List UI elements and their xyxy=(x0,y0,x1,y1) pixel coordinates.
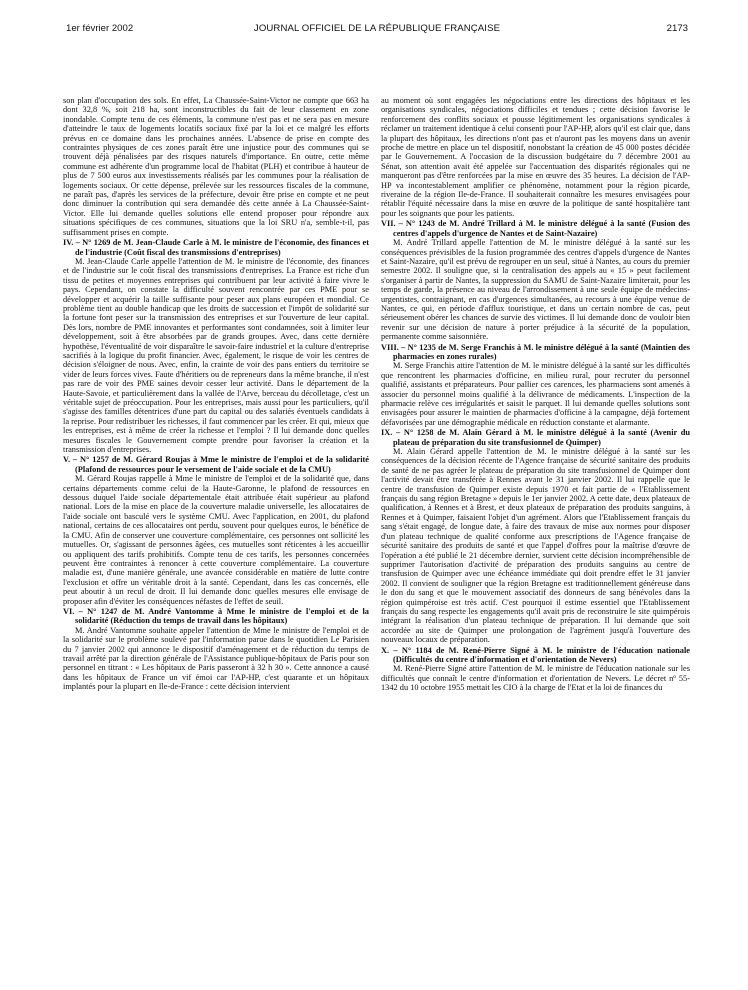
question-heading-ix xyxy=(381,428,690,447)
paragraph-continued: au moment où sont engagées les négociations entre les directions des hôpitaux et les organisations syndicales, négociations difficiles et tendues ; cette décision favorise le renforcement des conflits sociaux et pousse légitimement les organisations syndicales à réclamer un traitement identique à celui consenti pour l'AP-HP, alors qu'il est clair que, dans la plupart des hôpitaux, les directions n'ont pas et n'auront pas les moyens dans un avenir proche de mettre en place un tel dispositif, nonobstant la création de 45 000 postes décidée par le Gouvernement. A l'occasion de la discussion budgétaire du 7 décembre 2001 au Sénat, son attention avait été appelée sur l'accentuation des disparités régionales qui ne manqueront pas d'être renforcées par la mise en œuvre des 35 heures. La décision de l'AP-HP va incontestablement amplifier ce phénomène, notamment pour la région picarde, riveraine de la région Ile-de-France. Il souhaiterait connaître les mesures envisagées pour rétablir l'équité nécessaire dans la mise en œuvre de la politique de santé hospitalière tant pour les soignants que pour les patients. xyxy=(381,96,690,218)
question-title: de M. René-Pierre Signé à M. le ministre de l'éducation nationale (Difficultés du centre d'information et d'orientation de Nevers) xyxy=(393,645,690,664)
question-heading-v xyxy=(63,455,369,474)
question-body-vii: M. André Trillard appelle l'attention de M. le ministre délégué à la santé sur les conséquences prévisibles de la fusion programmée des centres d'appels d'urgence de Nantes et Saint-Nazaire, qu'il est prévu de regrouper en un seul, situé à Nantes, au cours du premier semestre 2002. Il souligne que, si la centralisation des appels au « 15 » peut facilement s'organiser à partir de Nantes, la suppression du SAMU de Saint-Nazaire limiterait, pour les temps de garde, la présence au niveau de l'arrondissement à une seule équipe de médecins-urgentistes, contraignant, en cas d'urgences simultanées, au recours à une équipe venue de Nantes, ce qui, en période d'afflux touristique, et dans un certain nombre de cas, peut sérieusement obérer les chances de survie des victimes. Il lui demande donc de vouloir bien revenir sur une décision de nature à porter préjudice à la sécurité de la population, permanente comme saisonnière. xyxy=(381,238,690,342)
question-body-viii: M. Serge Franchis attire l'attention de M. le ministre délégué à la santé sur les difficultés que rencontrent les pharmacies d'officine, en milieu rural, pour recruter du personnel qualifié, assistants et préparateurs. Pour pallier ces carences, les pharmaciens sont amenés à associer du personnel moins qualifié à la délivrance de médicaments. L'inspection de la pharmacie relève ces irrégularités et saisit le parquet. Il lui demande quelles solutions sont envisagées pour assurer le maintien de pharmacies d'officine à la campagne, déjà fortement défavorisées par une démographie médicale en réduction constante et alarmante. xyxy=(381,361,690,427)
left-column xyxy=(63,96,369,980)
question-title: de M. Gérard Roujas à Mme le ministre de l'emploi et de la solidarité (Plafond de ressources pour le versement de l'aide sociale et de la CMU) xyxy=(75,455,369,474)
question-number: IX. – N° 1258 xyxy=(381,428,434,438)
question-title: de M. André Trillard à M. le ministre délégué à la santé (Fusion des centres d'appels d'urgence de Nantes et de Saint-Nazaire) xyxy=(393,219,690,238)
question-number: X. – N° 1184 xyxy=(381,645,432,655)
journal-title: JOURNAL OFFICIEL DE LA RÉPUBLIQUE FRANÇAISE xyxy=(253,23,501,34)
question-body-iv: M. Jean-Claude Carle appelle l'attention de M. le ministre de l'économie, des finances et de l'industrie sur le coût fiscal des transmissions d'entreprises. La France est riche d'un tissu de petites et moyennes entreprises qui contribuent par leur activité à faire vivre le pays. Cependant, on constate la difficulté souvent rencontrée par ces PME pour se développer et acquérir la taille suffisante pour peser aux plans européen et mondial. Ce problème tient au double handicap que les droits de succession et l'impôt de solidarité sur la fortune font peser sur la transmission des entreprises et sur l'ouverture de leur capital. Dès lors, nombre de PME innovantes et performantes sont condamnées, soit à limiter leur développement, soit à être absorbées par de grands groupes. Avec, dans cette dernière hypothèse, l'éventualité de voir disparaître le savoir-faire industriel et la culture d'entreprise sacrifiés à la logique du profit financier. Avec, également, le risque de voir les centres de décision s'éloigner de nous. Avec, enfin, la crainte de voir des pans entiers du territoire se vider de leurs forces vives. Faute d'héritiers ou de repreneurs dans la même branche, il n'est pas rare de voir des PME saines devoir cesser leur activité. Dans le département de la Haute-Savoie, et particulièrement dans la vallée de l'Arve, berceau du décolletage, c'est un véritable sujet de préoccupation. Pour les entreprises, mais aussi pour les particuliers, qu'il s'agisse des familles détentrices d'une part du capital ou des salariés éventuels candidats à la reprise. Pour redistribuer les richesses, il faut commencer par les créer. Et qui, mieux que les entreprises, est à même de créer la richesse et l'emploi ? Il lui demande donc quelles mesures fiscales le Gouvernement compte prendre pour favoriser la création et la transmission d'entreprises. xyxy=(63,256,369,455)
question-heading-x xyxy=(381,646,690,665)
question-body-x: M. René-Pierre Signé attire l'attention de M. le ministre de l'éducation nationale sur les difficultés que connaît le centre d'information et d'orientation de Nevers. Le décret nº 55-1342 du 10 octobre 1955 mettait les CIO à la charge de l'Etat et la loi de finances du xyxy=(381,664,690,693)
paragraph-continued: son plan d'occupation des sols. En effet, La Chaussée-Saint-Victor ne compte que 663 ha dont 32,8 %, soit 218 ha, sont inconstructibles du fait de leur classement en zone inondable. Compte tenu de ces éléments, la commune n'est pas et ne sera pas en mesure d'atteindre le taux de logements locatifs sociaux fixé par la loi et ce malgré les efforts prévus en ce domaine dans les prochaines années. L'absence de prise en compte des contraintes physiques de ces zones paraît être une injustice pour des communes qui se trouvent déjà pénalisées par des risques naturels d'importance. En outre, cette même commune est adhérente d'un programme local de l'habitat (PLH) et contribue à hauteur de plus de 7 500 euros aux investissements réalisés par les communes pour la réalisation de logements sociaux. Or cette dépense, prélevée sur les ressources fiscales de la commune, ne paraît pas, d'après les services de la préfecture, devoir être prise en compte et ne peut donc diminuer la contribution qui sera demandée dès cette année à La Chaussée-Saint-Victor. Elle lui demande quelles solutions elle entend proposer pour répondre aux situations spécifiques de ces communes, situations que la loi SRU n'a, semble-t-il, pas suffisamment prises en compte. xyxy=(63,96,369,237)
question-body-v: M. Gérard Roujas rappelle à Mme le ministre de l'emploi et de la solidarité que, dans certains départements comme celui de la Haute-Garonne, le plafond de ressources en dessous duquel l'aide sociale départementale était attribuée était supérieur au plafond national. Lors de la mise en place de la couverture maladie universelle, les allocataires de l'aide sociale ont basculé vers le système CMU. Avec l'application, en 2001, du plafond national, certains de ces allocataires ont perdu, souvent pour quelques euros, le bénéfice de la CMU. Afin de conserver une couverture complémentaire, ces personnes ont sollicité les mutuelles. Or, s'agissant de personnes âgées, ces mutuelles sont réticentes à les accueillir ou appliquent des tarifs prohibitifs. Compte tenu de ces tarifs, les personnes concernées peuvent être contraintes à renoncer à cette couverture complémentaire. La couverture maladie est, d'une manière générale, une avancée considérable en matière de lutte contre l'exclusion et offre un véritable droit à la santé. Cependant, dans les cas concernés, elle peut aboutir à un recul de droit. Il lui demande donc quelles mesures elle envisage de proposer afin d'éviter les conséquences néfastes de l'effet de seuil. xyxy=(63,474,369,606)
question-number: IV. – N° 1269 xyxy=(63,238,111,248)
question-heading-iv xyxy=(63,238,369,257)
question-body-ix: M. Alain Gérard appelle l'attention de M. le ministre délégué à la santé sur les conséquences de la décision récente de l'Agence française de sécurité sanitaire des produits de santé de ne pas agréer le plateau de préparation du site transfusionnel de Quimper dont l'activité devait être transférée à Rennes avant le 31 janvier 2002. Il lui rappelle que le centre de transfusion de Quimper existe depuis 1970 et fait partie de « l'Etablissement français du sang région Bretagne » depuis le 1er janvier 2002. A cette date, deux plateaux de qualification, à Rennes et à Brest, et deux plateaux de préparation des produits sanguins, à Rennes et à Quimper, faisaient l'objet d'un agrément. Alors que l'Etablissement français du sang s'était engagé, de longue date, à faire des travaux de mise aux normes pour disposer d'un plateau technique de qualité conforme aux prescriptions de l'Agence française de sécurité sanitaire des produits de santé et que l'appel d'offres pour la maîtrise d'œuvre de l'opération a été publié le 21 décembre dernier, survient cette décision incompréhensible de supprimer l'autorisation d'activité de préparation des produits sanguins au centre de transfusion de Quimper avec une échéance immédiate qui doit prendre effet le 31 janvier 2002. Il convient de souligner que la région Bretagne est traditionnellement généreuse dans le don du sang et que le mouvement associatif des donneurs de sang bénévoles dans la région quimpéroise est très actif. C'est pourquoi il estime essentiel que l'Etablissement français du sang respecte les engagements qu'il avait pris de reconstruire le site quimpérois intégrant la réalisation d'un plateau technique de préparation. Il lui demande que soit accordée au site de Quimper une prolongation de l'agrément jusqu'à l'ouverture des nouveaux locaux de préparation. xyxy=(381,447,690,645)
question-title: de M. Alain Gérard à M. le ministre délégué à la santé (Avenir du plateau de préparation du site transfusionnel de Quimper) xyxy=(393,428,690,447)
question-body-vi: M. André Vantomme souhaite appeler l'attention de Mme le ministre de l'emploi et de la solidarité sur le problème soulevé par l'information parue dans le quotidien Le Parisien du 7 janvier 2002 qui annonce le dispositif d'aménagement et de réduction du temps de travail arrêté par la direction générale de l'Assistance publique-hôpitaux de Paris pour son personnel en titrant : « Les hôpitaux de Paris passeront à 32 h 30 ». Cette annonce a causé dans les hôpitaux de France un vif émoi car l'AP-HP, c'est quarante et un hôpitaux implantés pour la plupart en Ile-de-France : cette décision intervient xyxy=(63,625,369,692)
question-heading-vii xyxy=(381,219,690,238)
running-head xyxy=(66,22,688,36)
question-number: VII. – N° 1243 xyxy=(381,219,435,229)
page-number: 2173 xyxy=(666,23,688,34)
question-heading-viii xyxy=(381,343,690,362)
question-heading-vi xyxy=(63,607,369,626)
issue-date: 1er février 2002 xyxy=(66,23,134,34)
question-title: de M. Jean-Claude Carle à M. le ministre de l'économie, des finances et de l'industrie (Coût fiscal des transmissions d'entreprises) xyxy=(75,238,369,257)
question-title: de M. Serge Franchis à M. le ministre délégué à la santé (Maintien des pharmacies en zones rurales) xyxy=(393,342,690,361)
question-number: VI. – N° 1247 xyxy=(63,606,118,616)
question-number: V. – N° 1257 xyxy=(63,455,109,465)
right-column xyxy=(381,96,690,980)
question-title: de M. André Vantomme à Mme le ministre de l'emploi et de la solidarité (Réduction du temps de travail dans les hôpitaux) xyxy=(75,606,369,626)
question-number: VIII. – N° 1235 xyxy=(381,342,436,352)
